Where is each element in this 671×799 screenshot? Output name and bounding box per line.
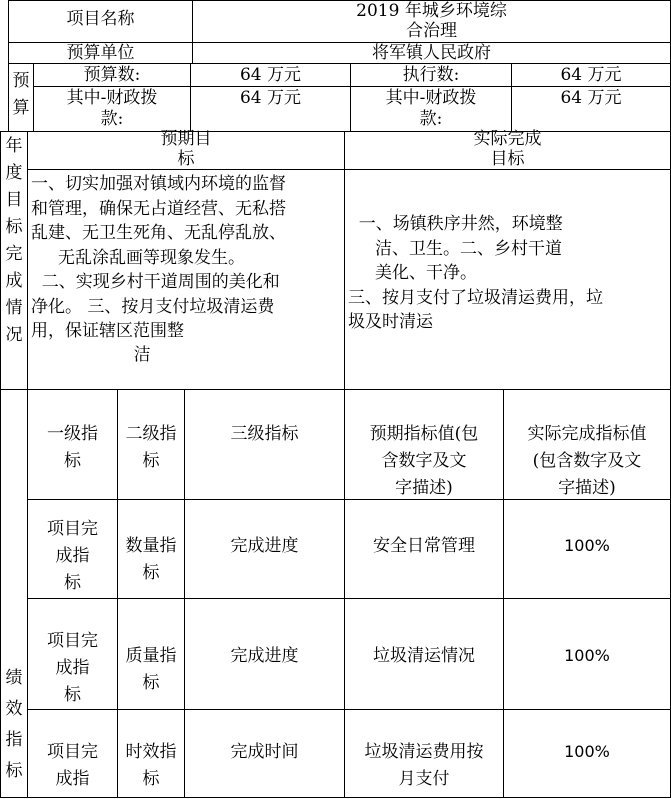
row-expected: 垃圾清运费用按 bbox=[364, 742, 484, 762]
text-line: 美化、干净。 bbox=[348, 263, 478, 283]
fiscal-exec-label: 款: bbox=[419, 109, 443, 129]
actual-target-header: 实际完成 bbox=[473, 129, 542, 149]
project-name-label: 项目名称 bbox=[66, 9, 135, 29]
header-expected: 含数字及文 bbox=[381, 451, 467, 471]
row-line bbox=[27, 709, 671, 710]
annual-side-char: 况 bbox=[5, 325, 23, 345]
row-level1: 成指 bbox=[55, 769, 90, 789]
header-level2: 二级指 bbox=[125, 424, 177, 444]
header-level1: 一级指 bbox=[47, 424, 98, 444]
fiscal-budget-label: 款: bbox=[100, 109, 124, 129]
row-actual: 100% bbox=[564, 646, 610, 665]
budget-amount-value: 64 万元 bbox=[239, 65, 302, 85]
header-actual: (包含数字及文 bbox=[532, 451, 642, 471]
annual-side-char: 成 bbox=[5, 271, 23, 291]
text-line: 洁 bbox=[31, 344, 151, 365]
row-level2: 标 bbox=[142, 673, 160, 693]
budget-unit-label: 预算单位 bbox=[66, 43, 135, 63]
header-level2: 标 bbox=[142, 451, 160, 471]
row-actual: 100% bbox=[564, 742, 610, 761]
annual-side-char: 目 bbox=[5, 190, 23, 210]
expected-target-header: 预期目 bbox=[160, 129, 212, 149]
row-actual: 100% bbox=[564, 536, 610, 555]
row-level1: 项目完 bbox=[47, 742, 98, 762]
row-expected: 月支付 bbox=[398, 769, 450, 789]
fiscal-budget-value: 64 万元 bbox=[239, 88, 302, 108]
row-expected: 垃圾清运情况 bbox=[373, 646, 475, 666]
header-actual: 字描述) bbox=[558, 478, 616, 498]
text-line: 三、按月支付了垃圾清运费用，垃 bbox=[348, 287, 603, 308]
row-line bbox=[27, 499, 671, 500]
indicator-side-char: 指 bbox=[5, 730, 23, 750]
row-level1: 成指 bbox=[55, 546, 90, 566]
row-level1: 标 bbox=[64, 573, 81, 593]
row-level3: 完成进度 bbox=[230, 536, 299, 556]
header-level3: 三级指标 bbox=[230, 424, 299, 444]
col-line bbox=[184, 389, 185, 798]
annual-side-char: 情 bbox=[5, 298, 23, 318]
header-level1: 标 bbox=[64, 451, 81, 471]
actual-target-text bbox=[348, 212, 668, 335]
budget-unit-value: 将军镇人民政府 bbox=[372, 43, 491, 63]
row-level1: 标 bbox=[64, 685, 81, 705]
row-level1: 成指 bbox=[55, 658, 90, 678]
project-name-value: 合治理 bbox=[406, 21, 457, 41]
row-expected: 安全日常管理 bbox=[373, 536, 475, 556]
fiscal-budget-label: 其中-财政拨 bbox=[66, 88, 158, 108]
row-level2: 时效指 bbox=[125, 742, 177, 762]
row-line bbox=[27, 598, 671, 599]
text-line: 一、场镇秩序井然，环境整 bbox=[348, 214, 563, 234]
exec-amount-label: 执行数: bbox=[402, 65, 460, 85]
text-line: 圾及时清运 bbox=[348, 312, 433, 332]
text-line: 和管理，确保无占道经营、无私搭 bbox=[31, 198, 286, 219]
text-line: 净化。 三、按月支付垃圾清运费 bbox=[31, 296, 275, 317]
indicator-side-char: 效 bbox=[5, 699, 23, 719]
annual-side-char: 完 bbox=[5, 244, 23, 264]
indicator-side-char: 绩 bbox=[5, 668, 23, 688]
budget-side-label: 算 bbox=[12, 98, 30, 118]
row-level2: 质量指 bbox=[125, 646, 177, 666]
row-level3: 完成进度 bbox=[230, 646, 299, 666]
expected-target-text bbox=[31, 172, 343, 366]
row-level3: 完成时间 bbox=[230, 742, 299, 762]
fiscal-exec-value: 64 万元 bbox=[560, 88, 622, 108]
table-border-bottom bbox=[0, 797, 671, 798]
project-name-value: 2019 年城乡环境综 bbox=[356, 1, 507, 21]
text-line: 一、切实加强对镇域内环境的监督 bbox=[31, 174, 286, 194]
annual-side-char: 标 bbox=[5, 217, 23, 237]
header-expected: 预期指标值(包 bbox=[369, 424, 479, 444]
budget-amount-label: 预算数: bbox=[83, 65, 141, 85]
exec-amount-value: 64 万元 bbox=[560, 65, 622, 85]
row-level1: 项目完 bbox=[47, 519, 98, 539]
text-line: 二、实现乡村干道周围的美化和 bbox=[31, 272, 280, 292]
annual-side-char: 度 bbox=[5, 163, 23, 183]
annual-side-char: 年 bbox=[5, 136, 23, 156]
text-line: 洁、卫生。二、乡村干道 bbox=[348, 238, 563, 259]
actual-target-header: 目标 bbox=[490, 149, 525, 169]
row-level2: 标 bbox=[142, 563, 160, 583]
budget-side-label: 预 bbox=[12, 71, 30, 91]
row-level1: 项目完 bbox=[47, 631, 98, 651]
row-level2: 标 bbox=[142, 769, 160, 789]
text-line: 无乱涂乱画等现象发生。 bbox=[31, 247, 246, 268]
row-level2: 数量指 bbox=[125, 536, 177, 556]
header-actual: 实际完成指标值 bbox=[527, 424, 647, 444]
row-line bbox=[0, 389, 671, 390]
text-line: 乱建、无卫生死角、无乱停乱放、 bbox=[31, 223, 286, 243]
fiscal-exec-label: 其中-财政拨 bbox=[385, 88, 477, 108]
expected-target-header: 标 bbox=[177, 149, 195, 169]
header-expected: 字描述) bbox=[395, 478, 453, 498]
text-line: 用，保证辖区范围整 bbox=[31, 321, 184, 341]
indicator-side-char: 标 bbox=[5, 761, 23, 781]
